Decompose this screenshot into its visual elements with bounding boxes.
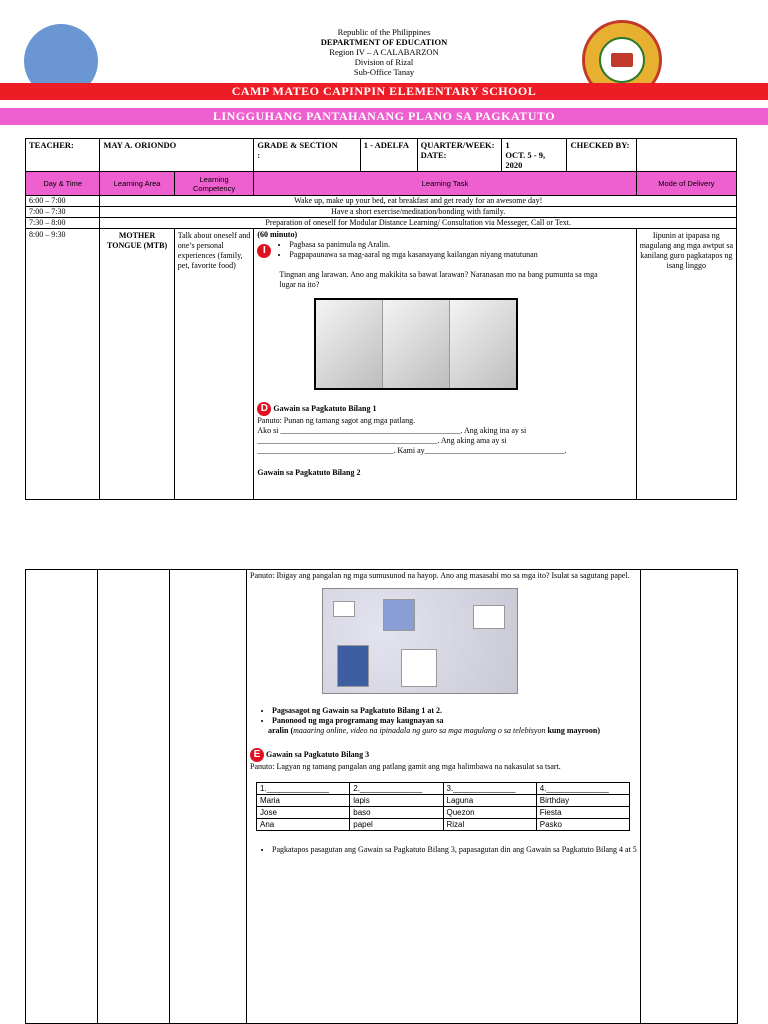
sched-time: 6:00 – 7:00 <box>26 196 100 207</box>
col-learning-task: Learning Task <box>254 172 636 196</box>
gawain-2-panuto: Panuto: Ibigay ang pangalan ng mga sumusunod na hayop. Ano ang masasabi mo sa mga ito? Isulat sa sagutang papel. <box>250 571 630 580</box>
bullet-item: • Pagbasa sa panimula ng Aralin. <box>289 240 537 250</box>
chart-header: 4.______________ <box>536 783 629 795</box>
checked-by-label: CHECKED BY: <box>567 139 636 172</box>
empty-cell <box>26 570 98 1024</box>
chart-cell: Birthday <box>536 795 629 807</box>
chart-cell: papel <box>350 819 443 831</box>
mode-of-delivery: Iipunin at ipapasa ng magulang ang mga awtput sa kanilang guro pagkatapos ng isang linggo <box>636 229 736 500</box>
learning-area-mtb: MOTHER TONGUE (MTB) <box>100 229 174 500</box>
chart-cell: lapis <box>350 795 443 807</box>
header-region: Region IV – A CALABARZON <box>329 47 439 57</box>
e-marker-icon: E <box>250 748 264 762</box>
chart-cell: Laguna <box>443 795 536 807</box>
col-mode-of-delivery: Mode of Delivery <box>636 172 736 196</box>
places-picture <box>314 298 518 390</box>
grade-section-value: 1 - ADELFA <box>360 139 417 172</box>
header-division: Division of Rizal <box>354 57 414 67</box>
picture-panel <box>383 300 450 388</box>
gawain-1-line: _____________________________________________. Ang aking ama ay si <box>257 436 507 445</box>
checked-by-value <box>636 139 736 172</box>
duration: (60 minuto) <box>257 230 298 239</box>
quarter-week-label: QUARTER/WEEK: DATE: <box>417 139 502 172</box>
col-learning-area: Learning Area <box>100 172 174 196</box>
chart-cell: Fiesta <box>536 807 629 819</box>
chart-header: 1.______________ <box>257 783 350 795</box>
teacher-label: TEACHER: <box>26 139 100 172</box>
picture-panel <box>450 300 516 388</box>
continuation-table <box>25 569 738 1024</box>
gawain-3-title: Gawain sa Pagkatuto Bilang 3 <box>266 749 370 759</box>
header-line-1: Republic of the Philippines <box>337 27 431 37</box>
sched-time: 7:30 – 8:00 <box>26 218 100 229</box>
learning-task-cell <box>254 229 636 500</box>
chart-cell: Maria <box>257 795 350 807</box>
gawain-1-panuto: Panuto: Punan ng tamang sagot ang mga patlang. <box>257 416 416 425</box>
plan-title-banner: LINGGUHANG PANTAHANANG PLANO SA PAGKATUTO <box>0 108 768 125</box>
sched-task: Wake up, make up your bed, eat breakfast and get ready for an awesome day! <box>100 196 737 207</box>
animal-image <box>333 601 355 617</box>
gawain-1-line: __________________________________. Kami ay___________________________________. <box>257 446 567 455</box>
header-suboffice: Sub-Office Tanay <box>353 67 415 77</box>
grade-section-label: GRADE & SECTION : <box>254 139 360 172</box>
bullet-item: • Panonood ng mga programang may kaugnayan sa <box>272 716 637 726</box>
chart-cell: Pasko <box>536 819 629 831</box>
learning-task-cell-2 <box>247 570 641 1024</box>
sched-task: Preparation of oneself for Modular Distance Learning/ Consultation via Messeger, Call or Text. <box>100 218 737 229</box>
main-time: 8:00 – 9:30 <box>26 229 100 500</box>
animals-picture <box>322 588 518 694</box>
empty-cell <box>170 570 247 1024</box>
learning-competency: Talk about oneself and one’s personal experiences (family, pet, favorite food) <box>174 229 254 500</box>
horse-image <box>383 599 415 631</box>
chart-header: 3.______________ <box>443 783 536 795</box>
d-marker-icon: D <box>257 402 271 416</box>
col-day-time: Day & Time <box>26 172 100 196</box>
gawain-3-panuto: Panuto: Lagyan ng tamang pangalan ang patlang gamit ang mga halimbawa na nakasulat sa tsart. <box>250 762 561 771</box>
empty-cell <box>98 570 170 1024</box>
empty-cell <box>641 570 738 1024</box>
chart-cell: Quezon <box>443 807 536 819</box>
picture-panel <box>316 300 383 388</box>
col-learning-competency: Learning Competency <box>174 172 254 196</box>
quarter-date-value: 1 OCT. 5 - 9, 2020 <box>502 139 567 172</box>
chart-header: 2.______________ <box>350 783 443 795</box>
sched-task: Have a short exercise/meditation/bonding with family. <box>100 207 737 218</box>
bullet-item: • Pagkatapos pasagutan ang Gawain sa Pagkatuto Bilang 3, papasagutan din ang Gawain sa Pagkatuto Bilang 4 at 5 <box>272 845 637 855</box>
gawain-2-title: Gawain sa Pagkatuto Bilang 2 <box>257 468 361 477</box>
header-deped: DEPARTMENT OF EDUCATION <box>320 37 448 47</box>
picture-question: Tingnan ang larawan. Ano ang makikita sa bawat larawan? Naranasan mo na bang pumunta sa mga lugar na ito? <box>279 270 598 289</box>
animal-image <box>473 605 505 629</box>
chart-cell: Rizal <box>443 819 536 831</box>
goat-image <box>401 649 437 687</box>
bullet-item: • Pagsasagot ng Gawain sa Pagkatuto Bilang 1 at 2. <box>272 706 637 716</box>
bullet-item: • Pagpapaunawa sa mag-aaral ng mga kasanayang kailangan niyang matutunan <box>289 250 537 260</box>
rooster-image <box>337 645 369 687</box>
chart-cell: Jose <box>257 807 350 819</box>
i-marker-icon: I <box>257 244 271 258</box>
lesson-plan-table <box>25 138 737 500</box>
chart-cell: Ana <box>257 819 350 831</box>
gawain-1-title: Gawain sa Pagkatuto Bilang 1 <box>273 403 377 413</box>
aralin-note: aralin (maaaring online, video na ipinadala ng guro sa mga magulang o sa telebisyon kung mayroon) <box>268 726 600 735</box>
school-name-banner: CAMP MATEO CAPINPIN ELEMENTARY SCHOOL <box>0 83 768 100</box>
names-chart <box>256 782 630 831</box>
teacher-name: MAY A. ORIONDO <box>100 139 254 172</box>
chart-cell: baso <box>350 807 443 819</box>
sched-time: 7:00 – 7:30 <box>26 207 100 218</box>
gawain-1-line: Ako si _____________________________________________. Ang aking ina ay si <box>257 426 527 435</box>
